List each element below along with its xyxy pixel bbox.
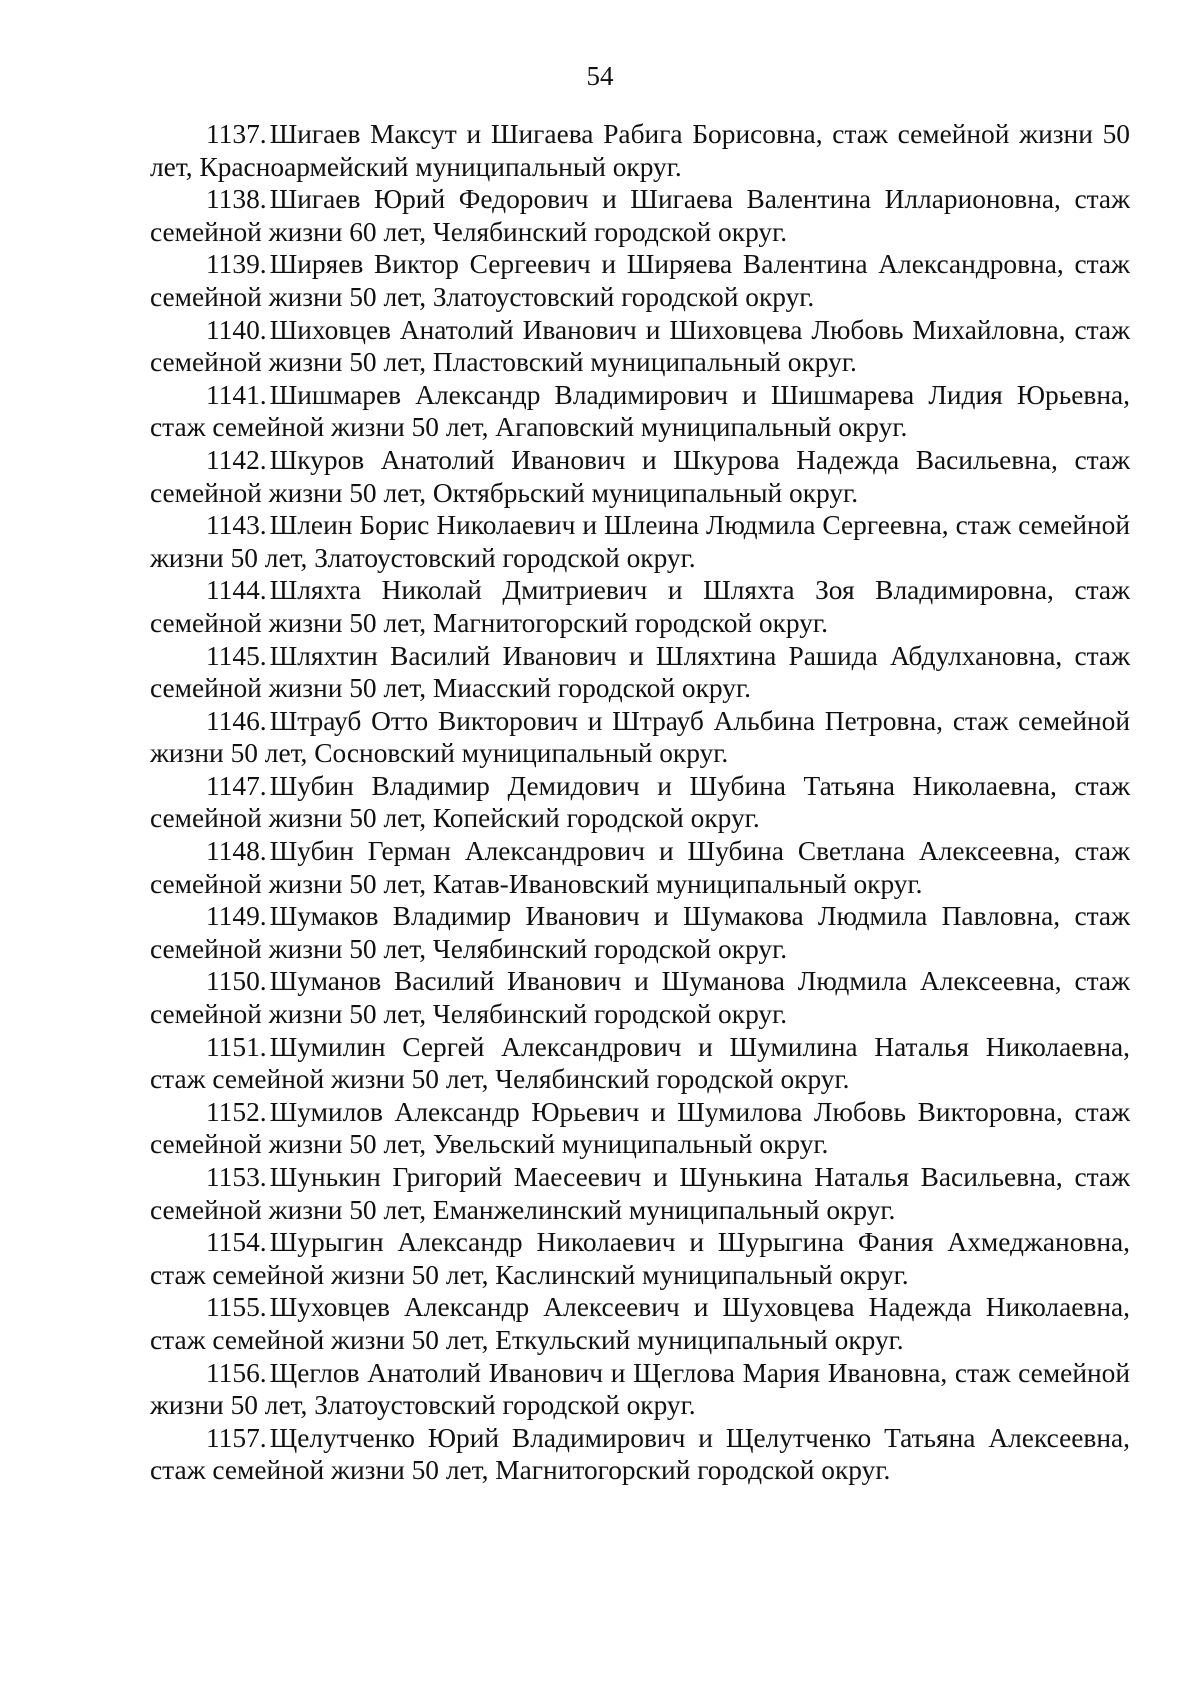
entry-number: 1140. [206,314,267,345]
list-item [150,1096,1130,1161]
entry-number: 1138. [206,184,267,215]
list-item [150,314,1130,379]
list-item [150,574,1130,639]
list-item [150,1226,1130,1291]
entry-text: Шубин Герман Александрович и Шубина Светлана Алексеевна, стаж семейной жизни 50 лет, Катав-Ивановский муниципальный округ. [150,836,1130,899]
list-item [150,835,1130,900]
entry-text: Шляхтин Василий Иванович и Шляхтина Рашида Абдулхановна, стаж семейной жизни 50 лет, Миасский городской округ. [150,640,1130,704]
entry-text: Ширяев Виктор Сергеевич и Ширяева Валентина Александровна, стаж семейной жизни 50 лет, Златоустовский городской округ. [150,249,1130,312]
entry-text: Шлеин Борис Николаевич и Шлеина Людмила Сергеевна, стаж семейной жизни 50 лет, Златоустовский городской округ. [150,510,1130,573]
list-item [150,183,1130,248]
entry-number: 1152. [206,1096,267,1127]
list-item [150,1161,1130,1226]
entry-number: 1156. [206,1357,267,1388]
entry-number: 1142. [206,444,267,475]
list-item [150,1031,1130,1096]
entry-text: Шумаков Владимир Иванович и Шумакова Людмила Павловна, стаж семейной жизни 50 лет, Челябинский городской округ. [150,901,1130,964]
list-item [150,965,1130,1030]
list-item [150,248,1130,313]
entry-text: Шляхта Николай Дмитриевич и Шляхта Зоя Владимировна, стаж семейной жизни 50 лет, Магнитогорский городской округ. [150,575,1130,638]
entry-number: 1139. [206,249,267,280]
entry-number: 1155. [206,1292,267,1323]
entry-text: Штрауб Отто Викторович и Штрауб Альбина Петровна, стаж семейной жизни 50 лет, Сосновский муниципальный округ. [150,705,1130,769]
entry-text: Шубин Владимир Демидович и Шубина Татьяна Николаевна, стаж семейной жизни 50 лет, Копейский городской округ. [150,770,1130,834]
entry-text: Шишмарев Александр Владимирович и Шишмарева Лидия Юрьевна, стаж семейной жизни 50 лет, Агаповский муниципальный округ. [150,379,1130,443]
entry-text: Шуховцев Александр Алексеевич и Шуховцева Надежда Николаевна, стаж семейной жизни 50 лет, Еткульский муниципальный округ. [150,1292,1130,1355]
list-item [150,509,1130,574]
entries-list [150,118,1130,1487]
entry-number: 1151. [206,1031,267,1062]
entry-number: 1143. [206,510,267,541]
list-item [150,900,1130,965]
list-item [150,770,1130,835]
entry-number: 1146. [206,705,267,736]
list-item [150,444,1130,509]
entry-text: Шуманов Василий Иванович и Шуманова Людмила Алексеевна, стаж семейной жизни 50 лет, Челябинский городской округ. [150,966,1130,1030]
entry-number: 1150. [206,966,267,997]
list-item [150,1357,1130,1422]
entry-text: Шкуров Анатолий Иванович и Шкурова Надежда Васильевна, стаж семейной жизни 50 лет, Октябрьский муниципальный округ. [150,444,1130,508]
entry-number: 1154. [206,1227,267,1258]
entry-text: Щелутченко Юрий Владимирович и Щелутченко Татьяна Алексеевна, стаж семейной жизни 50 лет, Магнитогорский городской округ. [150,1422,1130,1486]
list-item [150,1422,1130,1487]
entry-number: 1137. [206,119,267,149]
entry-text: Шиховцев Анатолий Иванович и Шиховцева Любовь Михайловна, стаж семейной жизни 50 лет, Пластовский муниципальный округ. [150,314,1130,378]
entry-text: Шумилов Александр Юрьевич и Шумилова Любовь Викторовна, стаж семейной жизни 50 лет, Увельский муниципальный округ. [150,1096,1130,1160]
page-number: 54 [586,61,614,91]
entry-text: Шумилин Сергей Александрович и Шумилина Наталья Николаевна, стаж семейной жизни 50 лет, Челябинский городской округ. [150,1031,1130,1095]
entry-text: Щеглов Анатолий Иванович и Щеглова Мария Ивановна, стаж семейной жизни 50 лет, Златоустовский городской округ. [150,1357,1130,1421]
entry-text: Шигаев Юрий Федорович и Шигаева Валентина Илларионовна, стаж семейной жизни 60 лет, Челябинский городской округ. [150,184,1130,247]
entry-number: 1145. [206,640,267,671]
list-item [150,118,1130,183]
entry-text: Шунькин Григорий Маесеевич и Шунькина Наталья Васильевна, стаж семейной жизни 50 лет, Еманжелинский муниципальный округ. [150,1162,1130,1225]
entry-number: 1147. [206,770,267,801]
entry-number: 1149. [206,901,267,932]
list-item [150,705,1130,770]
entry-number: 1144. [206,575,267,606]
list-item [150,1291,1130,1356]
entry-number: 1153. [206,1162,267,1192]
entry-text: Шигаев Максут и Шигаева Рабига Борисовна, стаж семейной жизни 50 лет, Красноармейский муниципальный округ. [150,119,1130,182]
list-item [150,640,1130,705]
entry-text: Шурыгин Александр Николаевич и Шурыгина Фания Ахмеджановна, стаж семейной жизни 50 лет, Каслинский муниципальный округ. [150,1227,1130,1290]
entry-number: 1148. [206,836,267,867]
list-item [150,379,1130,444]
entry-number: 1157. [206,1422,267,1453]
entry-number: 1141. [206,379,267,410]
